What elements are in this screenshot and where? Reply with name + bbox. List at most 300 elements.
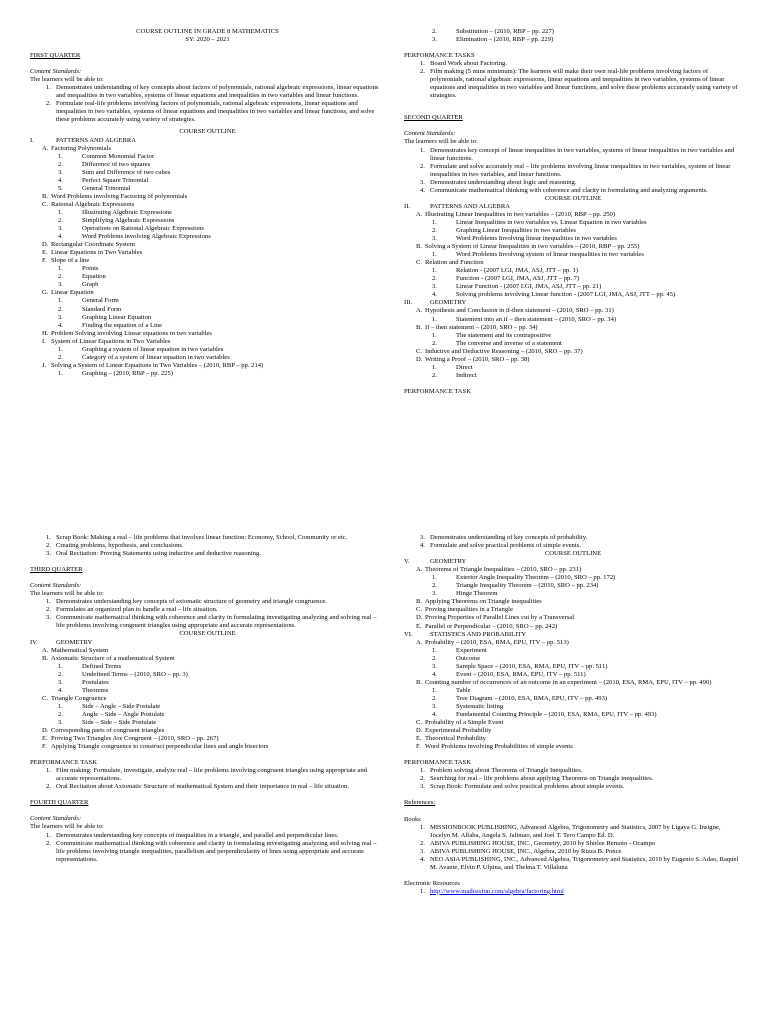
outline-topic [404,679,742,687]
topic-text: Parallel or Perpendicular – (2010, SRO – pp. 242) [425,622,558,630]
standard-item [30,840,385,864]
list-text: Board Work about Factoring. [430,60,507,68]
standard-item [404,542,742,550]
list-number: 3. [420,783,425,791]
list-text: Searching for real – life problems about applying Theorems on Triangle inequalities. [430,775,654,783]
outline-subtopic [30,679,385,687]
outline-topic [30,695,385,703]
list-number: 1. [46,767,51,775]
subtopic-text: The converse and inverse of a statement [456,339,562,347]
standard-item [30,100,385,124]
q4-unit6-heading [404,631,742,639]
topic-text: Rational Algebraic Expressions [51,200,135,208]
q2-unit3-topics [404,307,742,379]
outline-subtopic [30,370,385,378]
list-number: 3. [46,614,51,622]
list-number: 2. [46,839,51,847]
list-text: Demonstrates understanding about logic and reasoning. [430,178,577,186]
topic-text: If – then statement – (2010, SRO – pp. 34) [425,323,538,331]
q4-tasks-list [404,767,742,791]
page1-left-column [30,28,385,378]
q4-unit6-title: STATISTICS AND PROBABILITY [430,630,527,638]
q3-unit-heading [30,639,385,647]
q2-course-outline-label: COURSE OUTLINE [544,194,602,202]
topic-letter: A. [42,646,49,654]
third-quarter-heading: THIRD QUARTER [30,566,83,574]
subtopic-number: 1. [58,297,63,305]
list-number: 2. [46,606,51,614]
outline-topic [30,249,385,257]
subtopic-number: 3. [432,662,437,670]
outline-topic [404,719,742,727]
subtopic-number: 3. [432,283,437,291]
outline-subtopic [404,235,742,243]
subtopic-text: Word Problems Involving system of linear inequalities in two variables [456,251,644,259]
subtopic-number: 4. [432,711,437,719]
books-list [404,824,742,872]
list-number: 1. [46,84,51,92]
outline-topic [30,362,385,370]
subtopic-text: The statement and its contrapositive [456,331,552,339]
outline-subtopic [404,695,742,703]
topic-text: Solving a System of Linear Equations in Two Variables – (2010, RBP – pp. 214) [51,361,264,369]
q4-standards-list-b [404,534,742,550]
subtopic-text: Statement into an if – then statement – (2010, SRO – pp. 34) [456,315,617,323]
subtopic-text: Word Problems Involving linear inequalities in two variables [456,235,617,243]
outline-topic [30,241,385,249]
subtopic-number: 2. [432,694,437,702]
subtopic-number: 4. [432,670,437,678]
list-number: 1. [420,887,425,895]
subtopic-number: 1. [432,251,437,259]
subtopic-text: Common Monomial Factor [82,152,155,160]
subtopic-number: 2. [58,273,63,281]
subtopic-number: 3. [58,168,63,176]
outline-topic [404,614,742,622]
subtopic-text: Illustrating Algebraic Expressions [82,208,172,216]
topic-text: Proving Two Triangles Are Congruent – (2010, SRO – pp. 267) [51,735,219,743]
subtopic-text: Difference of two squares [82,160,151,168]
list-number: 2. [420,162,425,170]
list-number: 3. [420,534,425,541]
outline-topic [404,259,742,267]
outline-subtopic [404,227,742,235]
subtopic-number: 4. [58,686,63,694]
outline-subtopic [30,314,385,322]
list-number: 3. [420,847,425,855]
outline-subtopic [404,671,742,679]
q1-course-outline-label: COURSE OUTLINE [179,128,236,136]
q2-unit2-heading [404,203,742,211]
outline-subtopic [30,169,385,177]
resource-link[interactable]: http://www.mathsisfun.com/algebra/factoring.html [430,887,564,895]
q3-course-outline-label: COURSE OUTLINE [179,630,236,638]
subtopic-number: 4. [432,291,437,299]
outline-subtopic [30,306,385,314]
topic-letter: C. [416,606,423,614]
subtopic-number: 3. [58,281,63,289]
outline-subtopic [30,265,385,273]
list-text: Communicate mathematical thinking with coherence and clarity in formulating investigating analyzing and solving real – life problems involving triangle inequalities, parallelism and perpendicularity of lines using appropriate and accurate representations. [56,839,377,863]
q1-topics [30,145,385,378]
subtopic-text: Experiment [456,646,487,654]
outline-subtopic [404,340,742,348]
outline-subtopic [404,711,742,719]
topic-letter: D. [42,727,49,735]
outline-subtopic [404,332,742,340]
outline-topic [30,655,385,663]
q2-unit2-number: II. [404,202,411,210]
outline-topic [404,743,742,751]
outline-topic [404,727,742,735]
electronic-resources-label: Electronic Resources [404,879,460,887]
list-text: ABIVA PUBLISHING HOUSE, INC., Algebra, 2010 by Rizza B. Ponce [430,847,622,855]
outline-subtopic [30,322,385,330]
outline-topic [404,606,742,614]
q2-standards-list [404,147,742,195]
q1-performance-tasks-label: PERFORMANCE TASKS [404,52,475,60]
topic-letter: D. [416,614,423,622]
topic-text: Writing a Proof – (2010, SRO – pp. 38) [425,355,530,363]
q1-unit-number: I. [30,136,34,144]
subtopic-text: Fundamental Counting Principle – (2010, ESA, RMA, EPU, ITV – pp. 493) [456,711,657,719]
subtopic-text: Side – Side – Side Postulate [82,718,157,726]
list-number: 3. [420,178,425,186]
topic-letter: B. [416,598,423,606]
subtopic-number: 1. [432,331,437,339]
document-title: COURSE OUTLINE IN GRADE 8 MATHEMATICS [136,28,279,35]
topic-letter: C. [42,200,49,208]
subtopic-text: Linear Inequalities in two variables vs. Linear Equation in two variables [456,218,647,226]
subtopic-text: Standard Form [82,305,122,313]
subtopic-number: 1. [58,369,63,377]
outline-topic [30,193,385,201]
topic-letter: C. [416,259,423,267]
link-item [404,888,742,896]
q2-unit3-number: III. [404,299,413,307]
outline-subtopic [404,574,742,582]
list-text: Oral Recitation: Proving Statements using inductive and deductive reasoning. [56,550,261,558]
outline-topic [30,145,385,153]
topic-letter: H. [42,329,49,337]
subtopic-text: Substitution – (2010, RBP – pp. 227) [456,28,554,35]
outline-topic [404,356,742,364]
q4-unit5-topics [404,566,742,630]
subtopic-text: Side – Angle – Side Postulate [82,702,161,710]
subtopic-text: Simplifying Algebraic Expressions [82,216,175,224]
outline-subtopic [404,283,742,291]
standard-item [30,832,385,840]
q3-unit-number: IV. [30,638,38,646]
q4-unit5-title: GEOMETRY [430,558,467,566]
q3-unit-title: GEOMETRY [56,638,93,646]
outline-topic [30,330,385,338]
subtopic-number: 2. [432,582,437,590]
outline-topic [30,257,385,265]
topic-letter: D. [416,355,423,363]
q2-tasks-list [30,534,385,558]
task-item [404,68,742,100]
outline-subtopic [404,663,742,671]
q2-unit2-topics [404,211,742,300]
subtopic-number: 1. [58,345,63,353]
subtopic-number: 2. [432,339,437,347]
outline-topic [404,639,742,647]
outline-topic [30,289,385,297]
topic-text: Rectangular Coordinate System [51,241,135,249]
topic-letter: D. [416,727,423,735]
list-text: Formulate and solve accurately real – life problems involving linear inequalities in two variables, system of linear inequalities in two variables, and linear functions. [430,162,731,178]
outline-topic [404,243,742,251]
topic-letter: C. [42,694,49,702]
outline-subtopic [30,346,385,354]
topic-text: System of Linear Equations in Two Variables [51,337,171,345]
topic-letter: D. [42,241,49,249]
outline-topic [404,324,742,332]
page-2 [0,512,768,1024]
outline-subtopic [404,703,742,711]
task-item [30,534,385,542]
outline-subtopic [404,372,742,380]
subtopic-number: 1. [58,265,63,273]
list-text: Formulate and solve practical problems of simple events. [430,542,581,550]
book-reference [404,848,742,856]
topic-letter: E. [42,735,48,743]
topic-text: Problem Solving involving Linear equations in two variables [51,329,212,337]
topic-letter: F. [42,743,47,751]
outline-subtopic [30,687,385,695]
outline-subtopic [404,28,742,36]
outline-subtopic [30,719,385,727]
subtopic-text: Linear Function - (2007 LGI, JMA, ASJ, JTT – pp. 21) [456,283,602,291]
list-text: Film making (5 mins minimum): The learners will make their own real-life problems involving factors of polynomials, rational algebraic expressions, linear equations and inequalities in two variables, systems of linear equations and inequalities in two variables and linear functions, and solve these problems accurately using variety of strategies. [430,68,738,100]
subtopic-text: Elimination – (2010, RBP – pp. 229) [456,36,554,44]
list-text: Oral Recitation about Axiomatic Structure of mathematical System and their importance in real – life situation. [56,783,349,791]
outline-topic [404,211,742,219]
subtopic-text: Operations on Rational Algebraic Expressions [82,225,204,233]
outline-subtopic [30,233,385,241]
list-number: 1. [420,146,425,154]
q4-unit5-number: V. [404,558,410,566]
outline-subtopic [30,185,385,193]
topic-text: Linear Equation [51,289,94,297]
topic-text: Relation and Function [425,259,484,267]
outline-subtopic [404,316,742,324]
standard-item [404,187,742,195]
q3-performance-task-label: PERFORMANCE TASK [30,759,97,767]
q3-intro: The learners will be able to: [30,590,104,598]
q3-content-standards-label: Content Standards: [30,582,82,590]
topic-text: Solving a System of Linear Inequalities in two variables – (2010, RBP – pp. 255) [425,243,640,251]
references-heading: References: [404,799,436,807]
outline-topic [404,307,742,315]
q2-content-standards-label: Content Standards: [404,130,456,138]
topic-text: Inductive and Deductive Reasoning – (2010, SRO – pp. 37) [425,347,583,355]
topic-text: Triangle Congruence [51,694,107,702]
list-text: Formulates an organized plan to handle a real – life situation. [56,606,218,614]
subtopic-number: 1. [58,702,63,710]
subtopic-number: 3. [432,590,437,598]
standard-item [404,534,742,542]
list-text: Scrap Book: Making a real – life problems that involves linear function: Economy, School, Community or etc. [56,534,348,541]
subtopic-text: Graphing – (2010, RBP – pp. 225) [82,369,173,377]
outline-subtopic [404,590,742,598]
q4-unit6-number: VI. [404,630,413,638]
subtopic-number: 1. [432,267,437,275]
topic-text: Applying Theorems on Triangle inequalities [425,598,542,606]
subtopic-text: Hinge Theorem [456,590,498,598]
list-number: 1. [46,598,51,606]
list-text: Creating problems, hypothesis, and conclusions. [56,542,184,550]
list-number: 2. [46,100,51,108]
subtopic-number: 1. [432,218,437,226]
list-number: 1. [420,60,425,68]
outline-subtopic [404,267,742,275]
outline-topic [404,348,742,356]
subtopic-text: Postulates [82,678,109,686]
task-item [30,550,385,558]
subtopic-number: 3. [58,225,63,233]
outline-subtopic [404,582,742,590]
topic-text: Theorems of Triangle Inequalities – (2010, SRO – pp. 231) [425,566,582,574]
topic-text: Illustrating Linear Inequalities in two variables – (2010, RBP – pp. 250) [425,210,616,218]
subtopic-text: Perfect Square Trinomial [82,176,149,184]
subtopic-number: 2. [58,216,63,224]
topic-letter: F. [42,257,47,265]
list-text: Film making: Formulate, investigate, analyze real – life problems involving congruent triangles using appropriate and accurate representations. [56,767,367,783]
subtopic-text: Defined Terms [82,662,122,670]
subtopic-number: 2. [432,275,437,283]
subtopic-number: 4. [58,176,63,184]
subtopic-number: 1. [432,646,437,654]
books-label: Books [404,815,421,823]
subtopic-number: 3. [58,718,63,726]
q4-course-outline-label: COURSE OUTLINE [544,550,602,558]
topic-letter: A. [42,144,49,152]
topic-letter: F. [416,743,421,751]
topic-text: Mathematical System [51,646,109,654]
outline-subtopic [404,219,742,227]
q2-performance-task-label: PERFORMANCE TASK [404,387,471,395]
list-number: 1. [46,831,51,839]
subtopic-number: 1. [432,315,437,323]
subtopic-text: Triangle Inequality Theorem – (2010, SRO – pp. 234) [456,582,599,590]
subtopic-number: 2. [432,654,437,662]
subtopic-text: Relation - (2007 LGI, JMA, ASJ, JTT – pp. 1) [456,267,579,275]
list-text: Demonstrates understanding of key concepts about factors of polynomials, rational algebraic expressions, linear equations and inequalities in two variables, systems of linear equations and inequalities in two variables and linear functions. [56,84,379,100]
standard-item [30,606,385,614]
list-number: 1. [46,534,51,541]
outline-topic [404,735,742,743]
outline-topic [404,598,742,606]
subtopic-text: Theorems [82,686,109,694]
topic-letter: E. [416,622,422,630]
subtopic-text: Direct [456,363,473,371]
q1-content-standards-label: Content Standards: [30,68,82,76]
subtopic-text: Exterior Angle Inequality Theorem – (2010, SRO – pp. 172) [456,574,616,582]
list-number: 1. [420,823,425,831]
list-number: 2. [46,783,51,791]
subtopic-text: General Trinomial [82,184,131,192]
q2-intro: The learners will be able to: [404,138,478,146]
outline-topic [30,647,385,655]
subtopic-text: Finding the equation of a Line [82,321,163,329]
list-number: 4. [420,855,425,863]
subtopic-number: 3. [432,235,437,243]
list-text: Problem solving about Theorems of Triangle Inequalities. [430,767,583,775]
q3-standards-list [30,598,385,630]
q1-unit-title: PATTERNS AND ALGEBRA [56,136,136,144]
subtopic-number: 1. [432,574,437,582]
outline-subtopic [30,663,385,671]
topic-text: Counting number of occurrences of an outcome in an experiment – (2010, ESA, RMA, EPU, ITV – pp. 490) [425,678,712,686]
list-text: Demonstrates understanding key concepts of axiomatic structure of geometry and triangle congruence. [56,598,327,606]
list-text: NEO ASIA PUBLISHING, INC., Advanced Algebra, Trigonometry and Statistics, 2010 by Eugenio S. Adao, Raquel M. Avante, Elvin P. Ulpina, and Thelma T. Villaluna [430,855,739,871]
outline-subtopic [404,275,742,283]
list-number: 2. [420,839,425,847]
q1-intro: The learners will be able to: [30,76,104,84]
task-item [30,783,385,791]
subtopic-number: 2. [432,371,437,379]
q2-unit3-heading [404,299,742,307]
subtopic-text: Points [82,265,99,273]
task-item [30,767,385,783]
outline-subtopic [404,647,742,655]
outline-subtopic [30,217,385,225]
subtopic-text: Graphing Linear Inequalities in two variables [456,226,576,234]
outline-subtopic [30,354,385,362]
outline-subtopic [30,671,385,679]
outline-subtopic [404,655,742,663]
subtopic-text: Sample Space – (2010, ESA, RMA, EPU, ITV – pp. 511) [456,662,608,670]
subtopic-number: 3. [432,702,437,710]
list-text: Scrap Book: Formulate and solve practical problems about simple events. [430,783,625,791]
topic-text: Corresponding parts of congruent triangles [51,727,165,735]
list-number: 2. [420,68,425,76]
q1-unit-heading [30,137,385,145]
outline-subtopic [30,297,385,305]
list-text: Communicate mathematical thinking with coherence and clarity in formulating and analyzing arguments. [430,186,708,194]
list-text: Demonstrates understanding of key concepts of probability. [430,534,588,541]
outline-subtopic [404,291,742,299]
outline-subtopic [404,251,742,259]
task-item [404,775,742,783]
q1-tasks-list [404,60,742,100]
task-item [404,767,742,775]
subtopic-text: General Form [82,297,119,305]
list-number: 2. [46,542,51,550]
q4-standards-list-a [30,832,385,864]
standard-item [404,179,742,187]
topic-text: Factoring Polynomials [51,144,111,152]
topic-text: Slope of a line [51,257,90,265]
links-list [404,888,742,896]
topic-letter: E. [416,735,422,743]
outline-subtopic [30,703,385,711]
topic-letter: I. [42,337,46,345]
subtopic-text: Word Problems involving Algebraic Expressions [82,233,211,241]
outline-topic [404,566,742,574]
subtopic-text: Graphing Linear Equation [82,313,152,321]
outline-subtopic [404,364,742,372]
subtopic-number: 2. [58,305,63,313]
subtopic-number: 5. [58,184,63,192]
task-item [30,542,385,550]
subtopic-text: Angle – Side – Angle Postulate [82,710,165,718]
outline-topic [30,735,385,743]
topic-letter: B. [42,192,49,200]
topic-letter: A. [416,566,423,574]
